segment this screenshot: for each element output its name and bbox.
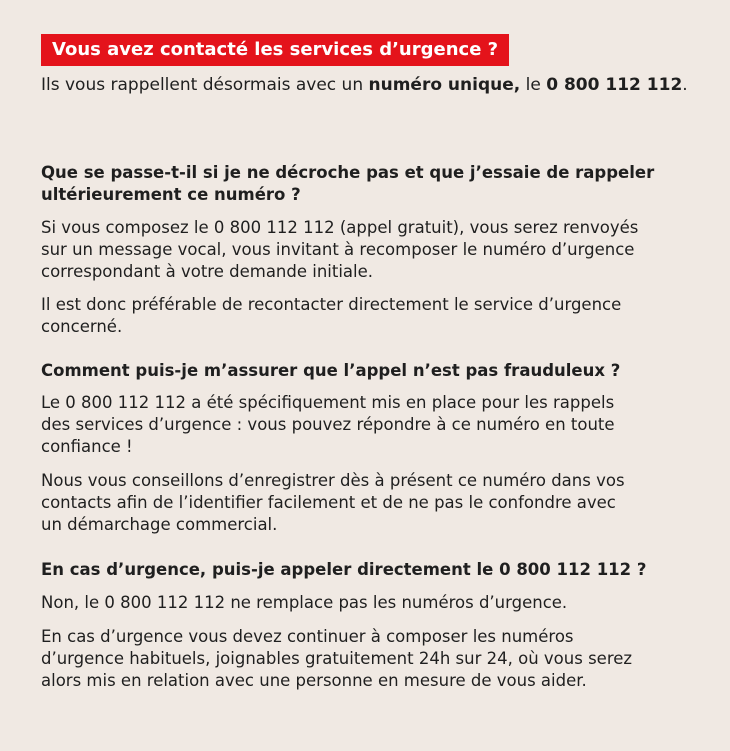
intro-text — [41, 74, 700, 96]
faq-section-fraud — [41, 360, 700, 536]
answer-line: alors mis en relation avec une personne en mesure de vous aider. — [41, 671, 587, 690]
answer-line: En cas d’urgence vous devez continuer à composer les numéros — [41, 627, 574, 646]
faq-answer — [41, 592, 700, 614]
faq-answer — [41, 217, 700, 283]
faq-section-callback — [41, 162, 700, 338]
faq-answer — [41, 392, 700, 458]
faq-answer — [41, 294, 700, 338]
faq-section-emergency — [41, 559, 700, 692]
answer-line: d’urgence habituels, joignables gratuitement 24h sur 24, où vous serez — [41, 649, 633, 668]
answer-line: correspondant à votre demande initiale. — [41, 262, 374, 281]
answer-line: confiance ! — [41, 437, 133, 456]
answer-line: Nous vous conseillons d’enregistrer dès à présent ce numéro dans vos — [41, 471, 625, 490]
answer-line: des services d’urgence : vous pouvez répondre à ce numéro en toute — [41, 415, 615, 434]
answer-line: Le 0 800 112 112 a été spécifiquement mis en place pour les rappels — [41, 393, 615, 412]
faq-question: Comment puis-je m’assurer que l’appel n’est pas frauduleux ? — [41, 361, 621, 380]
intro-text-after: . — [682, 75, 688, 95]
faq-answer — [41, 470, 700, 536]
answer-line: concerné. — [41, 317, 123, 336]
faq-question: En cas d’urgence, puis-je appeler directement le 0 800 112 112 ? — [41, 560, 647, 579]
page-title-banner: Vous avez contacté les services d’urgence ? — [41, 34, 509, 66]
question-line: Que se passe-t-il si je ne décroche pas et que j’essaie de rappeler — [41, 163, 655, 182]
intro-bold-unique: numéro unique, — [368, 75, 521, 95]
intro-text-middle: le — [520, 75, 547, 95]
intro-text-before: Ils vous rappellent désormais avec un — [41, 75, 369, 95]
answer-line: sur un message vocal, vous invitant à recomposer le numéro d’urgence — [41, 240, 635, 259]
answer-line: contacts afin de l’identifier facilement et de ne pas le confondre avec — [41, 493, 616, 512]
faq-answer — [41, 626, 700, 692]
answer-line: Non, le 0 800 112 112 ne remplace pas les numéros d’urgence. — [41, 593, 568, 612]
faq-question — [41, 162, 700, 206]
answer-line: un démarchage commercial. — [41, 515, 278, 534]
intro-bold-number: 0 800 112 112 — [546, 75, 683, 95]
question-line: ultérieurement ce numéro ? — [41, 185, 301, 204]
answer-line: Il est donc préférable de recontacter directement le service d’urgence — [41, 295, 622, 314]
answer-line: Si vous composez le 0 800 112 112 (appel gratuit), vous serez renvoyés — [41, 218, 639, 237]
